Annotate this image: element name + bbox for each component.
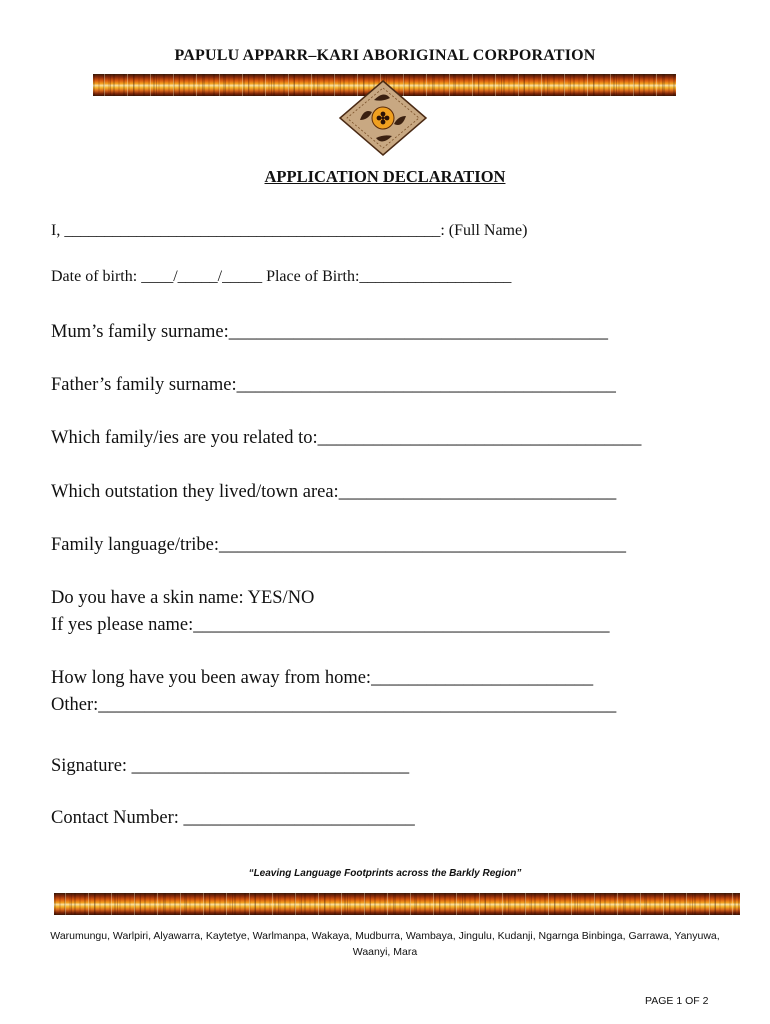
- father-surname-field: Father’s family surname:_________________________________________: [51, 375, 616, 395]
- language-list: Warumungu, Warlpiri, Alyawarra, Kaytetye, Warlmanpa, Wakaya, Mudburra, Wambaya, Jingulu, Kudanji, Ngarnga Binbinga, Garrawa, Yanyuwa, Waanyi, Mara: [50, 930, 720, 958]
- related-families-field: Which family/ies are you related to:___________________________________: [51, 428, 642, 448]
- skin-name-question: Do you have a skin name: YES/NO: [51, 588, 315, 608]
- mum-surname-field: Mum’s family surname:_________________________________________: [51, 322, 609, 342]
- decorative-dot-band-bottom: [54, 893, 740, 915]
- contact-number-field: Contact Number: _________________________: [51, 808, 415, 828]
- page-number: PAGE 1 OF 2: [645, 995, 709, 1007]
- birth-details-field: Date of birth: ____/_____/_____ Place of Birth:___________________: [51, 268, 512, 285]
- skin-name-field: If yes please name:_____________________________________________: [51, 615, 610, 635]
- organization-logo: [338, 80, 428, 156]
- other-field: Other:________________________________________________________: [51, 695, 617, 715]
- footer-tagline: “Leaving Language Footprints across the Barkly Region”: [248, 868, 522, 879]
- time-away-field: How long have you been away from home:________________________: [51, 668, 594, 688]
- language-tribe-field: Family language/tribe:____________________________________________: [51, 535, 626, 555]
- page-heading: APPLICATION DECLARATION: [264, 167, 506, 186]
- outstation-field: Which outstation they lived/town area:______________________________: [51, 482, 617, 502]
- signature-field: Signature: ______________________________: [51, 756, 410, 776]
- organization-title: PAPULU APPARR–KARI ABORIGINAL CORPORATION: [174, 47, 596, 64]
- full-name-field: I, _______________________________________________: (Full Name): [51, 222, 528, 239]
